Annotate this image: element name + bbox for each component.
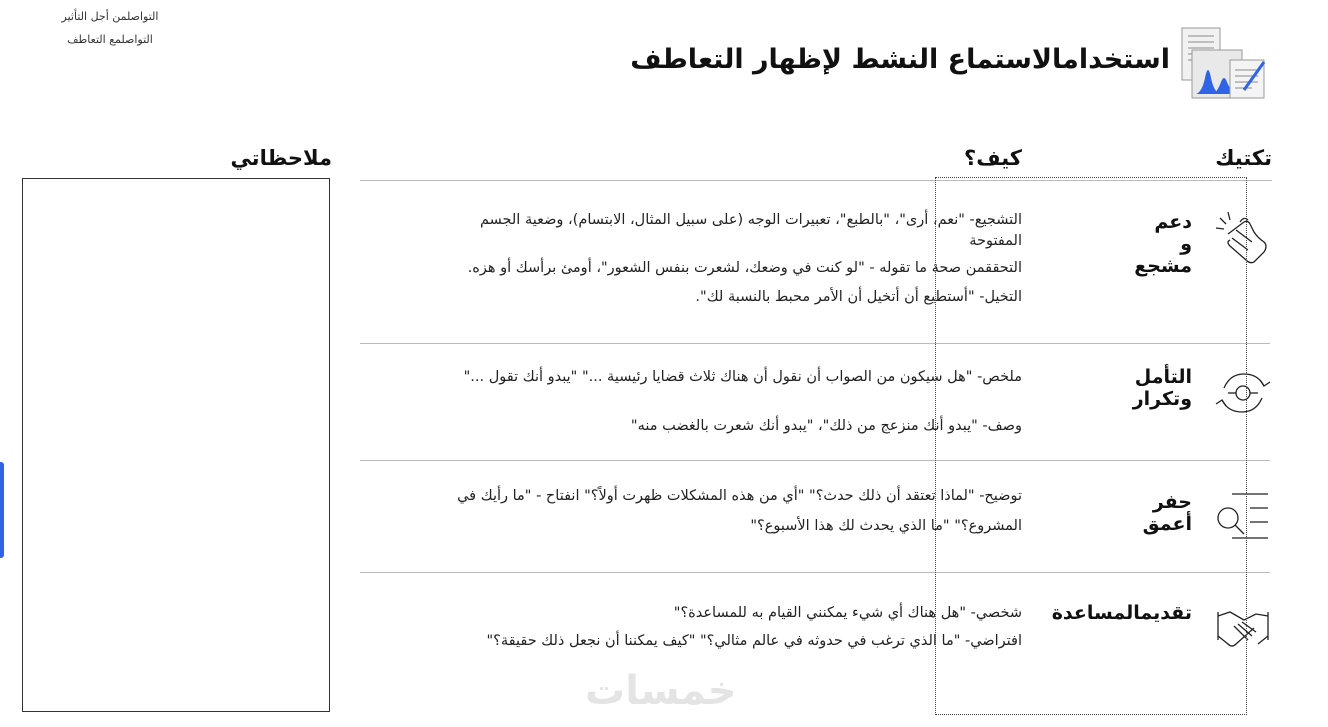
notes-box[interactable] [22, 178, 330, 712]
technique-line: ملخص- "هل سيكون من الصواب أن نقول أن هناك ثلاث قضايا رئيسية ..." "يبدو أنك تقول ..." [463, 369, 1022, 385]
column-header-how: كيف؟ [964, 146, 1022, 170]
technique-line: التحققمن صحة ما تقوله - "لو كنت في وضعك، لشعرت بنفس الشعور"، أومئ برأسك أو هزه. [467, 260, 1022, 276]
tactic-label: تقديمالمساعدة [1051, 602, 1192, 624]
technique-line: التخيل- "أستطيع أن أتخيل أن الأمر محبط بالنسبة لك". [695, 289, 1022, 305]
watermark: خمسات [585, 668, 737, 714]
technique-line: شخصي- "هل هناك أي شيء يمكنني القيام به للمساعدة؟" [673, 605, 1022, 621]
selection-frame [935, 177, 1247, 715]
technique-line: المفتوحة [969, 233, 1022, 249]
technique-line: افتراضي- "ما الذي ترغب في حدوثه في عالم مثالي؟" "كيف يمكننا أن نجعل ذلك حقيقة؟" [486, 633, 1022, 649]
tactic-label: دعم و مشجع [1134, 211, 1192, 277]
tactic-label: حفر أعمق [1142, 491, 1192, 535]
technique-line: توضيح- "لماذا تعتقد أن ذلك حدث؟" "أي من هذه المشكلات ظهرت أولاً؟" انفتاح - "ما رأيك في [457, 488, 1022, 504]
page-title: استخدامالاستماع النشط لإظهار التعاطف [630, 44, 1170, 75]
technique-line: وصف- "يبدو أنك منزعج من ذلك"، "يبدو أنك شعرت بالغضب منه" [630, 418, 1022, 434]
technique-line: التشجيع- "نعم، أرى"، "بالطبع"، تعبيرات الوجه (على سبيل المثال، الابتسام)، وضعية الجسم [479, 212, 1022, 228]
side-tab[interactable] [0, 462, 4, 558]
nav-link-empathy[interactable]: التواصلمع التعاطف [67, 33, 153, 46]
tactic-label: التأمل وتكرار [1132, 366, 1192, 410]
column-header-tactic: تكتيك [1215, 146, 1272, 170]
technique-line: المشروع؟" "ما الذي يحدث لك هذا الأسبوع؟" [750, 518, 1022, 534]
nav-link-influence[interactable]: التواصلمن أجل التأثير [61, 10, 159, 23]
document-chart-icon [1178, 26, 1270, 102]
column-header-notes: ملاحظاتي [230, 146, 332, 170]
